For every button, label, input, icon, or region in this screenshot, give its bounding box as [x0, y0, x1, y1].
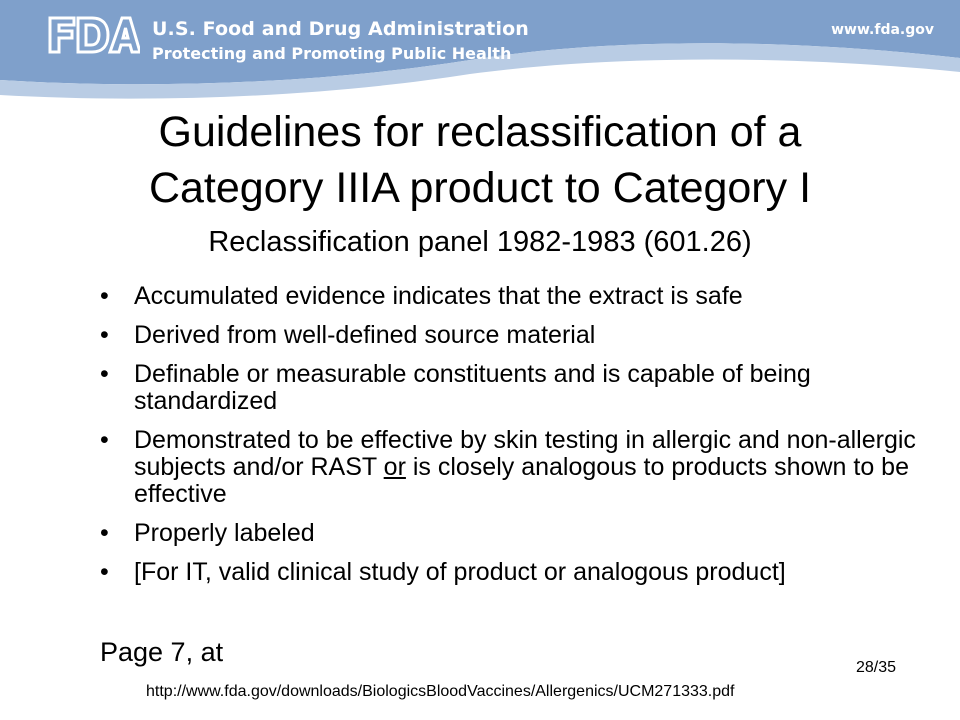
- fda-logo-icon: [48, 14, 140, 56]
- bullet-text: Accumulated evidence indicates that the extract is safe: [134, 282, 743, 310]
- source-url-link[interactable]: http://www.fda.gov/downloads/BiologicsBloodVaccines/Allergenics/UCM271333.pdf: [146, 683, 735, 700]
- slide-number: 28/35: [856, 659, 897, 676]
- bullet-text: Derived from well-defined source material: [134, 321, 596, 349]
- slide-title: [0, 104, 960, 216]
- bullet-dot-icon: •: [100, 519, 109, 547]
- bullet-item: [100, 283, 930, 310]
- bullet-dot-icon: •: [100, 360, 109, 388]
- bullet-dot-icon: •: [100, 426, 109, 454]
- page-reference: Page 7, at: [100, 637, 224, 667]
- title-line-1: Guidelines for reclassification of a: [158, 108, 802, 156]
- bullet-dot-icon: •: [100, 558, 109, 586]
- slide-subtitle: Reclassification panel 1982-1983 (601.26): [208, 226, 752, 258]
- bullet-item: [100, 361, 930, 415]
- bullet-text: [For IT, valid clinical study of product or analogous product]: [134, 558, 786, 586]
- bullet-text-part: Demonstrated to be effective by skin testing in allergic and non-allergic subjects and/or RAST: [134, 426, 916, 481]
- underlined-word: or: [383, 453, 406, 481]
- bullet-list: [100, 283, 930, 598]
- bullet-dot-icon: •: [100, 321, 109, 349]
- agency-tagline: Protecting and Promoting Public Health: [152, 44, 512, 63]
- bullet-item: [100, 427, 930, 508]
- bullet-item: [100, 559, 930, 586]
- bullet-text: [134, 426, 916, 508]
- bullet-text: Definable or measurable constituents and is capable of being standardized: [134, 360, 811, 415]
- website-link[interactable]: www.fda.gov: [831, 22, 934, 38]
- bullet-item: [100, 520, 930, 547]
- title-line-2: Category IIIA product to Category I: [148, 164, 812, 212]
- header-banner: [0, 0, 960, 105]
- bullet-item: [100, 322, 930, 349]
- bullet-dot-icon: •: [100, 282, 109, 310]
- agency-name: U.S. Food and Drug Administration: [152, 18, 529, 40]
- bullet-text-part: is closely analogous to products shown to be effective: [134, 453, 909, 508]
- bullet-text: Properly labeled: [134, 519, 315, 547]
